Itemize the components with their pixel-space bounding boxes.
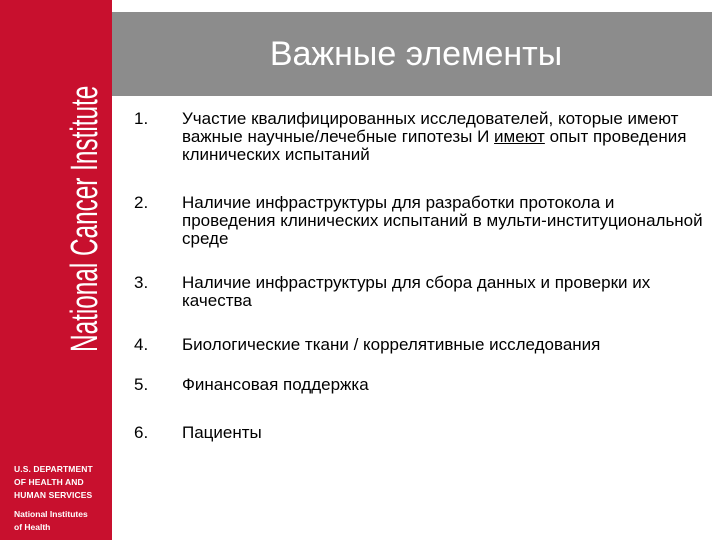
item-text: Наличие инфраструктуры для разработки протокола и проведения клинических испытаний в мульти-институциональной среде: [182, 193, 703, 248]
nih-label-line: National Institutes: [14, 509, 88, 519]
item-text: Финансовая поддержка: [182, 375, 369, 394]
item-text: Биологические ткани / коррелятивные исследования: [182, 335, 601, 354]
item-number: 5.: [134, 375, 149, 394]
item-text-underlined: имеют: [494, 127, 545, 146]
nih-label-line: of Health: [14, 522, 51, 532]
item-text-part: Участие квалифицированных исследователей, которые имеют важные научные/лечебные гипотезы И: [182, 109, 679, 146]
department-label-line: OF HEALTH AND: [14, 477, 84, 487]
brand-wordmark: National Cancer Institute: [64, 85, 106, 352]
title-bar: [112, 12, 712, 96]
brand-sidebar: [0, 0, 112, 540]
department-label-line: U.S. DEPARTMENT: [14, 464, 93, 474]
item-number: 2.: [134, 193, 149, 212]
item-text: [182, 110, 712, 164]
item-number: 1.: [134, 109, 149, 128]
item-number: 3.: [134, 273, 149, 292]
nih-label: [14, 508, 110, 534]
item-text: Наличие инфраструктуры для сбора данных и проверки их качества: [182, 273, 651, 310]
department-label-line: HUMAN SERVICES: [14, 490, 93, 500]
item-number: 6.: [134, 423, 149, 442]
slide-title: Важные элементы: [269, 34, 563, 73]
item-text: Пациенты: [182, 423, 262, 442]
item-text-part: опыт проведения клинических испытаний: [182, 127, 687, 164]
item-number: 4.: [134, 335, 149, 354]
department-label: [14, 463, 110, 502]
